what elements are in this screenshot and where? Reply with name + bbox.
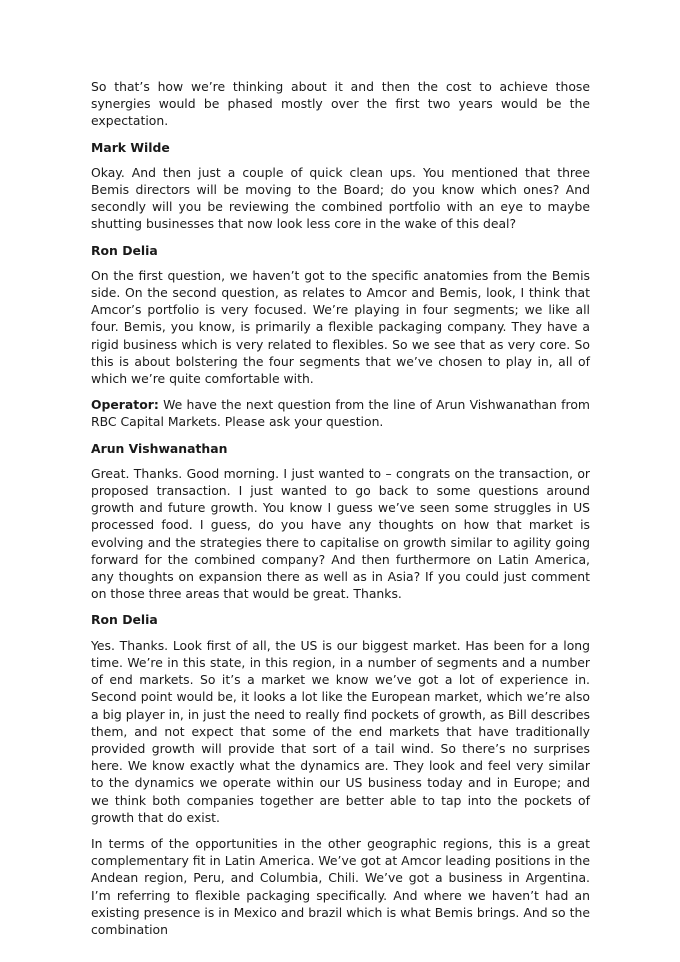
speaker-ron-delia: Ron Delia — [91, 242, 158, 258]
operator-text: We have the next question from the line of Arun Vishwanathan from RBC Capital Markets. Please ask your question. — [91, 397, 590, 430]
operator-label: Operator: — [91, 397, 159, 413]
paragraph-synergies: So that’s how we’re thinking about it and then the cost to achieve those synergies would be phased mostly over the first two years would be the expectation. — [91, 79, 590, 129]
paragraph-operator — [91, 396, 590, 430]
speaker-mark-wilde: Mark Wilde — [91, 139, 170, 155]
speaker-arun-vishwanathan: Arun Vishwanathan — [91, 440, 228, 456]
paragraph-ron-delia-us-market: Yes. Thanks. Look first of all, the US is our biggest market. Has been for a long time. We’re in this state, in this region, in a number of segments and a number of end markets. So it’s a market we know we’ve got a lot of experience in. Second point would be, it looks a lot like the European market, which we’re also a big player in, in just the need to really find pockets of growth, as Bill describes them, and not expect that some of the end markets that have traditionally provided growth will provide that sort of a tail wind. So there’s no surprises here. We know exactly what the dynamics are. They look and feel very similar to the dynamics we operate within our US business today and in Europe; and we think both companies together are better able to tap into the pockets of growth that do exist. — [91, 637, 590, 825]
paragraph-ron-delia-latin-america: In terms of the opportunities in the other geographic regions, this is a great complementary fit in Latin America. We’ve got at Amcor leading positions in the Andean region, Peru, and Columbia, Chili. We’ve got a business in Argentina. I’m referring to flexible packaging specifically. And where we haven’t had an existing presence is in Mexico and brazil which is what Bemis brings. And so the combination — [91, 835, 590, 937]
paragraph-ron-delia-answer: On the first question, we haven’t got to the specific anatomies from the Bemis side. On the second question, as relates to Amcor and Bemis, look, I think that Amcor’s portfolio is very focused. We’re playing in four segments; we like all four. Bemis, you know, is primarily a flexible packaging company. They have a rigid business which is very related to flexibles. So we see that as very core. So this is about bolstering the four segments that we’ve chosen to play in, all of which we’re quite comfortable with. — [91, 267, 590, 387]
transcript-page — [91, 78, 590, 947]
speaker-ron-delia-2: Ron Delia — [91, 612, 158, 628]
paragraph-mark-wilde-question: Okay. And then just a couple of quick clean ups. You mentioned that three Bemis directors will be moving to the Board; do you know which ones? And secondly will you be reviewing the combined portfolio with an eye to maybe shutting businesses that now look less core in the wake of this deal? — [91, 164, 590, 232]
paragraph-arun-question: Great. Thanks. Good morning. I just wanted to – congrats on the transaction, or proposed transaction. I just wanted to go back to some questions around growth and future growth. You know I guess we’ve seen some struggles in US processed food. I guess, do you have any thoughts on how that market is evolving and the strategies there to capitalise on growth similar to agility going forward for the combined company? And then furthermore on Latin America, any thoughts on expansion there as well as in Asia? If you could just comment on those three areas that would be great. Thanks. — [91, 465, 590, 602]
